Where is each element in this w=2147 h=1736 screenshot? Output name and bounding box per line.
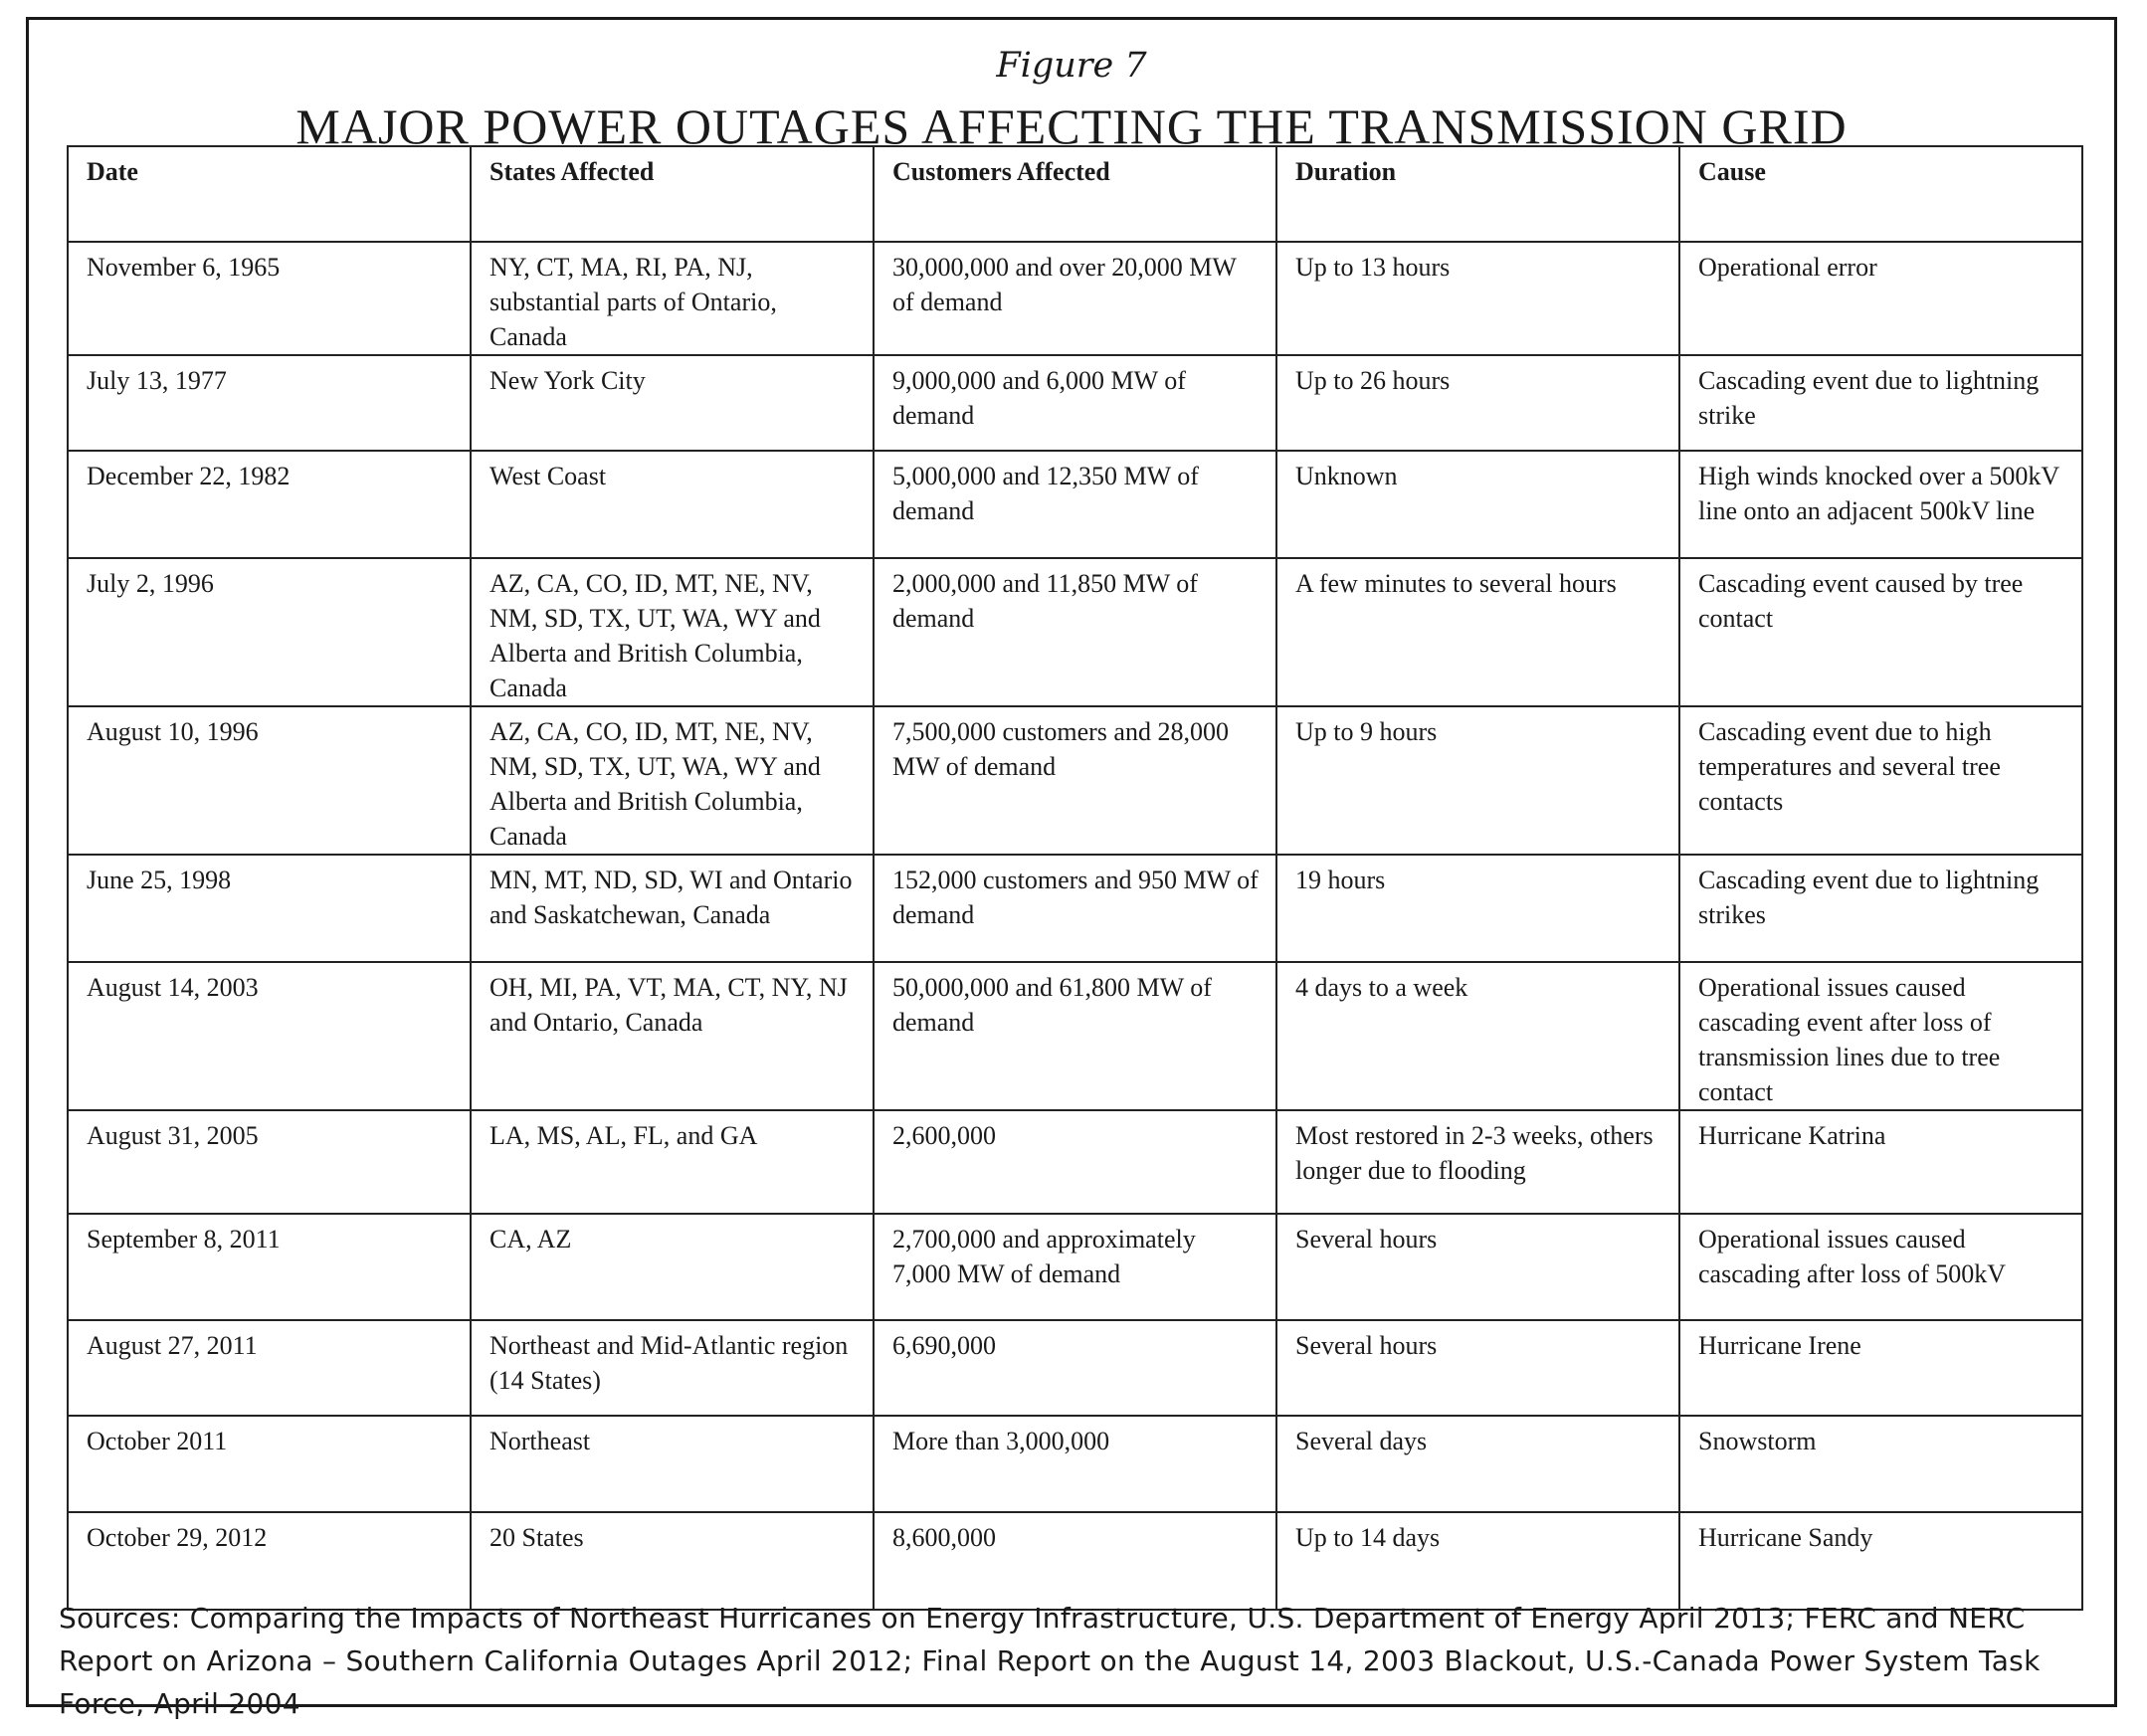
table-cell: August 14, 2003 [68, 962, 471, 1110]
table-cell: Up to 14 days [1276, 1512, 1679, 1610]
table-cell: October 29, 2012 [68, 1512, 471, 1610]
table-cell: 5,000,000 and 12,350 MW of demand [874, 451, 1276, 558]
table-cell: LA, MS, AL, FL, and GA [471, 1110, 874, 1214]
table-cell: West Coast [471, 451, 874, 558]
table-cell: Up to 26 hours [1276, 355, 1679, 451]
table-cell: Cascading event due to high temperatures and several tree contacts [1679, 706, 2082, 855]
table-row [68, 451, 2082, 558]
column-header: Cause [1679, 146, 2082, 242]
table-cell: Up to 13 hours [1276, 242, 1679, 355]
table-cell: AZ, CA, CO, ID, MT, NE, NV, NM, SD, TX, UT, WA, WY and Alberta and British Columbia, Canada [471, 706, 874, 855]
table-cell: Cascading event due to lightning strikes [1679, 855, 2082, 962]
table-cell: CA, AZ [471, 1214, 874, 1320]
table-row [68, 1512, 2082, 1610]
table-cell: July 2, 1996 [68, 558, 471, 706]
figure-label: Figure 7 [996, 46, 1147, 86]
table-cell: 9,000,000 and 6,000 MW of demand [874, 355, 1276, 451]
table-cell: September 8, 2011 [68, 1214, 471, 1320]
table-row [68, 855, 2082, 962]
table-cell: June 25, 1998 [68, 855, 471, 962]
table-cell: Cascading event caused by tree contact [1679, 558, 2082, 706]
table-cell: 2,600,000 [874, 1110, 1276, 1214]
table-row [68, 558, 2082, 706]
table-body [68, 242, 2082, 1610]
table-cell: Hurricane Sandy [1679, 1512, 2082, 1610]
table-cell: August 10, 1996 [68, 706, 471, 855]
table-cell: OH, MI, PA, VT, MA, CT, NY, NJ and Ontario, Canada [471, 962, 874, 1110]
table-cell: Cascading event due to lightning strike [1679, 355, 2082, 451]
table-cell: Operational issues caused cascading after loss of 500kV [1679, 1214, 2082, 1320]
table-cell: Operational issues caused cascading event after loss of transmission lines due to tree contact [1679, 962, 2082, 1110]
table-cell: A few minutes to several hours [1276, 558, 1679, 706]
table-cell: Several hours [1276, 1214, 1679, 1320]
table-cell: 6,690,000 [874, 1320, 1276, 1416]
sources-note: Sources: Comparing the Impacts of Northeast Hurricanes on Energy Infrastructure, U.S. Department of Energy April 2013; FERC and NERC Report on Arizona – Southern California Outages April 2012; Final Report on the August 14, 2003 Blackout, U.S.-Canada Power System Task Force, April 2004 [59, 1602, 2041, 1720]
table-cell: 8,600,000 [874, 1512, 1276, 1610]
column-header: Duration [1276, 146, 1679, 242]
table-cell: 152,000 customers and 950 MW of demand [874, 855, 1276, 962]
table-row [68, 242, 2082, 355]
table-cell: High winds knocked over a 500kV line onto an adjacent 500kV line [1679, 451, 2082, 558]
outage-table [67, 145, 2083, 1611]
table-cell: Hurricane Irene [1679, 1320, 2082, 1416]
table-cell: 19 hours [1276, 855, 1679, 962]
table-cell: November 6, 1965 [68, 242, 471, 355]
table-cell: October 2011 [68, 1416, 471, 1512]
table-cell: 20 States [471, 1512, 874, 1610]
column-header: Customers Affected [874, 146, 1276, 242]
table-cell: Northeast and Mid-Atlantic region (14 States) [471, 1320, 874, 1416]
table-cell: 2,000,000 and 11,850 MW of demand [874, 558, 1276, 706]
table-row [68, 1214, 2082, 1320]
table-cell: 4 days to a week [1276, 962, 1679, 1110]
figure-title: MAJOR POWER OUTAGES AFFECTING THE TRANSMISSION GRID [295, 98, 1848, 154]
column-header: Date [68, 146, 471, 242]
table-cell: Most restored in 2-3 weeks, others longer due to flooding [1276, 1110, 1679, 1214]
table-header-row [68, 146, 2082, 242]
table-cell: Operational error [1679, 242, 2082, 355]
table-cell: 2,700,000 and approximately 7,000 MW of demand [874, 1214, 1276, 1320]
table-cell: New York City [471, 355, 874, 451]
table-row [68, 706, 2082, 855]
table-row [68, 1416, 2082, 1512]
table-cell: Snowstorm [1679, 1416, 2082, 1512]
table-row [68, 962, 2082, 1110]
table-cell: Northeast [471, 1416, 874, 1512]
table-cell: AZ, CA, CO, ID, MT, NE, NV, NM, SD, TX, UT, WA, WY and Alberta and British Columbia, Canada [471, 558, 874, 706]
column-header: States Affected [471, 146, 874, 242]
table-row [68, 1110, 2082, 1214]
table-cell: 50,000,000 and 61,800 MW of demand [874, 962, 1276, 1110]
table-cell: December 22, 1982 [68, 451, 471, 558]
table-cell: July 13, 1977 [68, 355, 471, 451]
table-cell: Hurricane Katrina [1679, 1110, 2082, 1214]
table-cell: NY, CT, MA, RI, PA, NJ, substantial parts of Ontario, Canada [471, 242, 874, 355]
table-cell: MN, MT, ND, SD, WI and Ontario and Saskatchewan, Canada [471, 855, 874, 962]
table-cell: Several hours [1276, 1320, 1679, 1416]
table-cell: Unknown [1276, 451, 1679, 558]
table-cell: More than 3,000,000 [874, 1416, 1276, 1512]
table-cell: Up to 9 hours [1276, 706, 1679, 855]
table-row [68, 355, 2082, 451]
table-cell: August 31, 2005 [68, 1110, 471, 1214]
table-cell: 30,000,000 and over 20,000 MW of demand [874, 242, 1276, 355]
figure-frame [26, 17, 2117, 1720]
table-row [68, 1320, 2082, 1416]
table-cell: Several days [1276, 1416, 1679, 1512]
table-cell: August 27, 2011 [68, 1320, 471, 1416]
table-cell: 7,500,000 customers and 28,000 MW of demand [874, 706, 1276, 855]
